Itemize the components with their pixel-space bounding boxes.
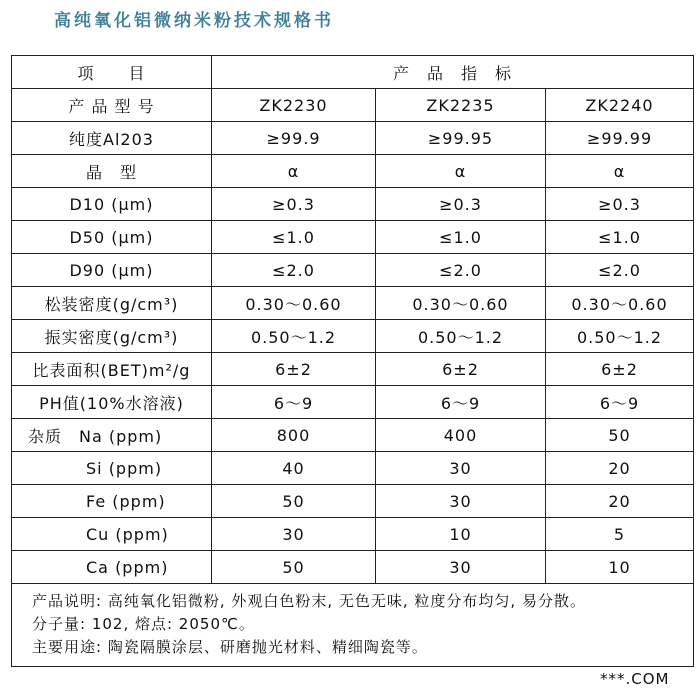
row-label: Fe (ppm) (12, 485, 212, 518)
value-cell: 0.50～1.2 (376, 320, 546, 353)
header-row (12, 56, 694, 89)
value-cell: ≥0.3 (376, 188, 546, 221)
value-cell: 0.50～1.2 (546, 320, 694, 353)
row-label: 产 品 型 号 (12, 89, 212, 122)
table-row (12, 452, 694, 485)
value-cell: 0.30～0.60 (546, 287, 694, 320)
row-label: 纯度Al203 (12, 122, 212, 155)
value-cell: 40 (212, 452, 376, 485)
row-label: Cu (ppm) (12, 518, 212, 551)
header-indicator-cell: 产 品 指 标 (212, 56, 694, 89)
table-row (12, 122, 694, 155)
table-row (12, 89, 694, 122)
value-cell: ≤1.0 (376, 221, 546, 254)
table-row (12, 386, 694, 419)
value-cell: 6±2 (376, 353, 546, 386)
row-label: D90 (μm) (12, 254, 212, 287)
table-row (12, 518, 694, 551)
header-item-cell: 项 目 (12, 56, 212, 89)
value-cell: 0.30～0.60 (376, 287, 546, 320)
value-cell: ≤1.0 (546, 221, 694, 254)
page-title: 高纯氧化铝微纳米粉技术规格书 (54, 11, 334, 31)
watermark-text: ***.COM (600, 670, 670, 688)
value-cell: ≥99.99 (546, 122, 694, 155)
value-cell: 5 (546, 518, 694, 551)
value-cell: 30 (376, 452, 546, 485)
notes-row (12, 584, 694, 667)
value-cell: 10 (376, 518, 546, 551)
row-label: D10 (μm) (12, 188, 212, 221)
row-label: 晶 型 (12, 155, 212, 188)
note-line: 主要用途: 陶瓷隔膜涂层、研磨抛光材料、精细陶瓷等。 (32, 638, 428, 656)
row-label: 比表面积(BET)m²/g (12, 353, 212, 386)
row-label: 杂质 Na (ppm) (12, 419, 212, 452)
value-cell: 30 (376, 551, 546, 584)
spec-table (11, 55, 694, 667)
value-cell: 30 (212, 518, 376, 551)
value-cell: ≤2.0 (546, 254, 694, 287)
value-cell: α (376, 155, 546, 188)
table-row (12, 320, 694, 353)
value-cell: 400 (376, 419, 546, 452)
value-cell: 20 (546, 452, 694, 485)
value-cell: 50 (212, 485, 376, 518)
value-cell: 800 (212, 419, 376, 452)
value-cell: ≤2.0 (376, 254, 546, 287)
table-row (12, 419, 694, 452)
value-cell: α (546, 155, 694, 188)
table-row (12, 155, 694, 188)
value-cell: 0.50～1.2 (212, 320, 376, 353)
value-cell: 6～9 (212, 386, 376, 419)
table-row (12, 188, 694, 221)
value-cell: ZK2240 (546, 89, 694, 122)
value-cell: ≤1.0 (212, 221, 376, 254)
row-label: 松装密度(g/cm³) (12, 287, 212, 320)
note-line: 产品说明: 高纯氧化铝微粉, 外观白色粉末, 无色无味, 粒度分布均匀, 易分散。 (32, 592, 586, 610)
table-row (12, 221, 694, 254)
value-cell: 50 (546, 419, 694, 452)
value-cell: ZK2235 (376, 89, 546, 122)
value-cell: ≥0.3 (212, 188, 376, 221)
value-cell: 10 (546, 551, 694, 584)
value-cell: 50 (212, 551, 376, 584)
notes-cell (12, 584, 694, 667)
row-label: Si (ppm) (12, 452, 212, 485)
table-row (12, 287, 694, 320)
row-label: D50 (μm) (12, 221, 212, 254)
value-cell: 6±2 (546, 353, 694, 386)
table-row (12, 254, 694, 287)
value-cell: 6～9 (376, 386, 546, 419)
table-row (12, 551, 694, 584)
row-label: 振实密度(g/cm³) (12, 320, 212, 353)
value-cell: ZK2230 (212, 89, 376, 122)
value-cell: 20 (546, 485, 694, 518)
table-row (12, 485, 694, 518)
value-cell: α (212, 155, 376, 188)
value-cell: 0.30～0.60 (212, 287, 376, 320)
row-label: PH值(10%水溶液) (12, 386, 212, 419)
note-line: 分子量: 102, 熔点: 2050℃。 (32, 615, 255, 633)
value-cell: 6～9 (546, 386, 694, 419)
row-label: Ca (ppm) (12, 551, 212, 584)
value-cell: 30 (376, 485, 546, 518)
value-cell: ≤2.0 (212, 254, 376, 287)
value-cell: ≥0.3 (546, 188, 694, 221)
value-cell: ≥99.95 (376, 122, 546, 155)
value-cell: ≥99.9 (212, 122, 376, 155)
table-row (12, 353, 694, 386)
value-cell: 6±2 (212, 353, 376, 386)
